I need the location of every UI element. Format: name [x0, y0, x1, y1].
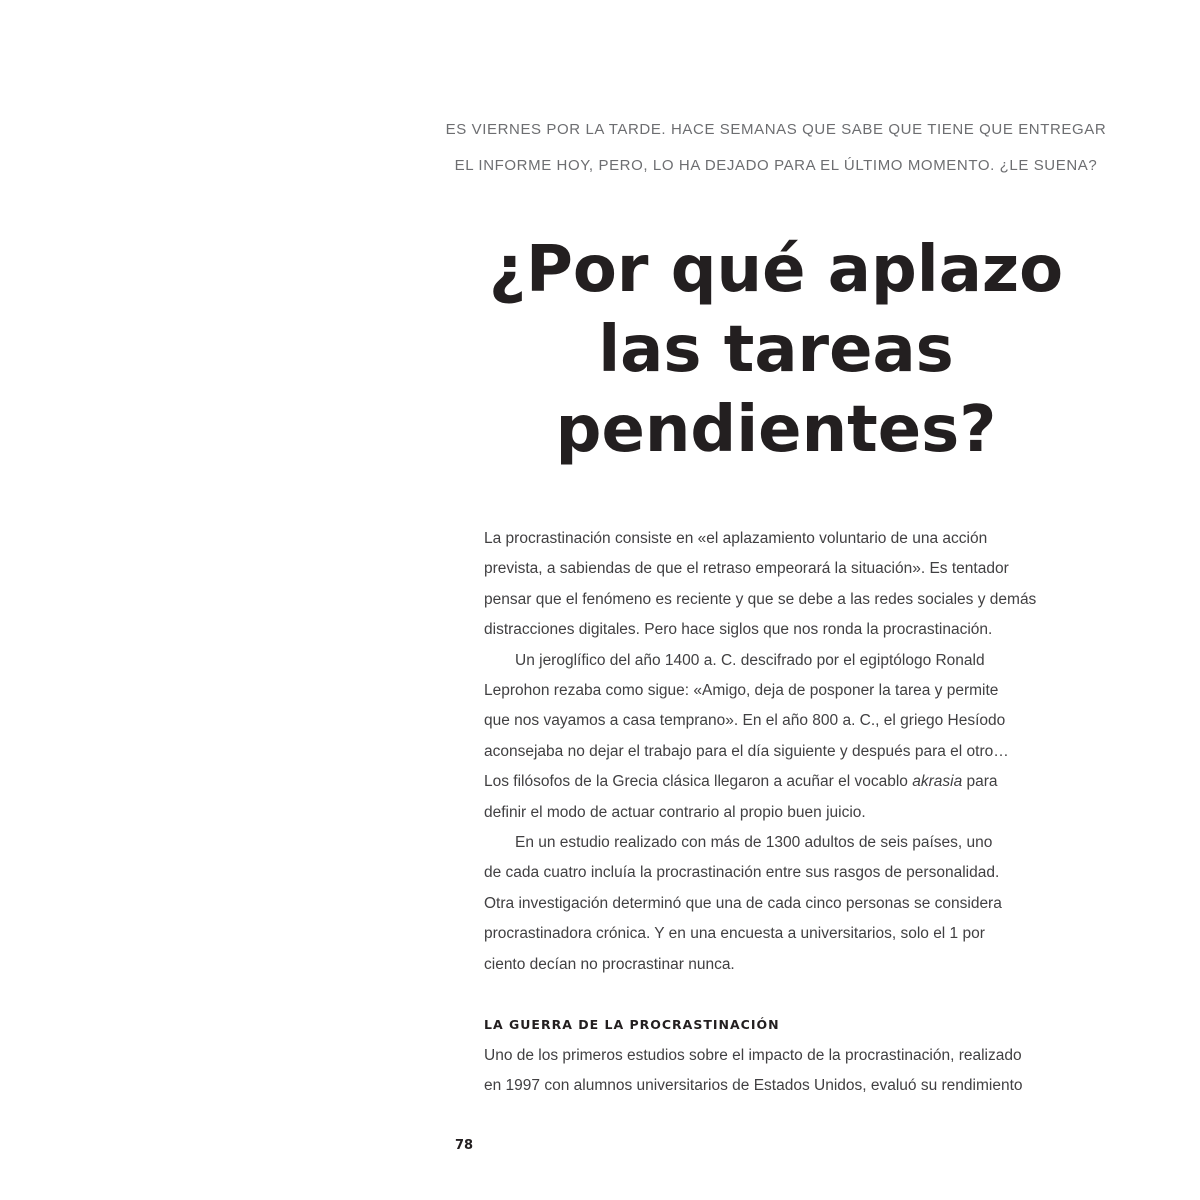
body-line: pensar que el fenómeno es reciente y que se debe a las redes sociales y demás: [484, 590, 1037, 608]
body-line: distracciones digitales. Pero hace siglos que nos ronda la procrastinación.: [484, 621, 993, 639]
italic-term: akrasia: [912, 773, 963, 791]
body-line: En un estudio realizado con más de 1300 adultos de seis países, uno: [515, 834, 993, 852]
title-line: las tareas: [598, 313, 954, 387]
body-line: aconsejaba no dejar el trabajo para el día siguiente y después para el otro…: [484, 742, 1009, 760]
section-body-text: [484, 1041, 1074, 1102]
body-line: definir el modo de actuar contrario al propio buen juicio.: [484, 803, 866, 821]
body-text: [484, 524, 1074, 980]
intro-line: EL INFORME HOY, PERO, LO HA DEJADO PARA EL ÚLTIMO MOMENTO. ¿LE SUENA?: [454, 157, 1098, 174]
body-line: que nos vayamos a casa temprano». En el año 800 a. C., el griego Hesíodo: [484, 712, 1006, 730]
text-run: Los filósofos de la Grecia clásica llegaron a acuñar el vocablo: [484, 773, 913, 791]
section-heading: LA GUERRA DE LA PROCRASTINACIÓN: [484, 1017, 780, 1032]
intro-line: ES VIERNES POR LA TARDE. HACE SEMANAS QUE SABE QUE TIENE QUE ENTREGAR: [445, 121, 1107, 138]
body-line: ciento decían no procrastinar nunca.: [484, 955, 735, 973]
body-line: en 1997 con alumnos universitarios de Estados Unidos, evaluó su rendimiento: [484, 1077, 1023, 1095]
title-line: ¿Por qué aplazo: [488, 233, 1064, 307]
intro-text: [440, 112, 1112, 184]
text-run: para: [962, 773, 998, 791]
body-line: [484, 767, 1074, 797]
body-line: La procrastinación consiste en «el aplazamiento voluntario de una acción: [484, 530, 988, 547]
body-line: procrastinadora crónica. Y en una encuesta a universitarios, solo el 1 por: [484, 925, 985, 943]
title-line: pendientes?: [555, 393, 997, 467]
body-line: prevista, a sabiendas de que el retraso empeorará la situación». Es tentador: [484, 560, 1009, 578]
body-line: Otra investigación determinó que una de cada cinco personas se considera: [484, 894, 1002, 912]
body-line: de cada cuatro incluía la procrastinación entre sus rasgos de personalidad.: [484, 864, 1000, 882]
page-title: [440, 230, 1112, 470]
page-number: 78: [455, 1138, 474, 1153]
body-line: Leprohon rezaba como sigue: «Amigo, deja de posponer la tarea y permite: [484, 682, 999, 700]
body-line: Uno de los primeros estudios sobre el impacto de la procrastinación, realizado: [484, 1047, 1022, 1064]
body-line: Un jeroglífico del año 1400 a. C. descifrado por el egiptólogo Ronald: [515, 651, 985, 669]
